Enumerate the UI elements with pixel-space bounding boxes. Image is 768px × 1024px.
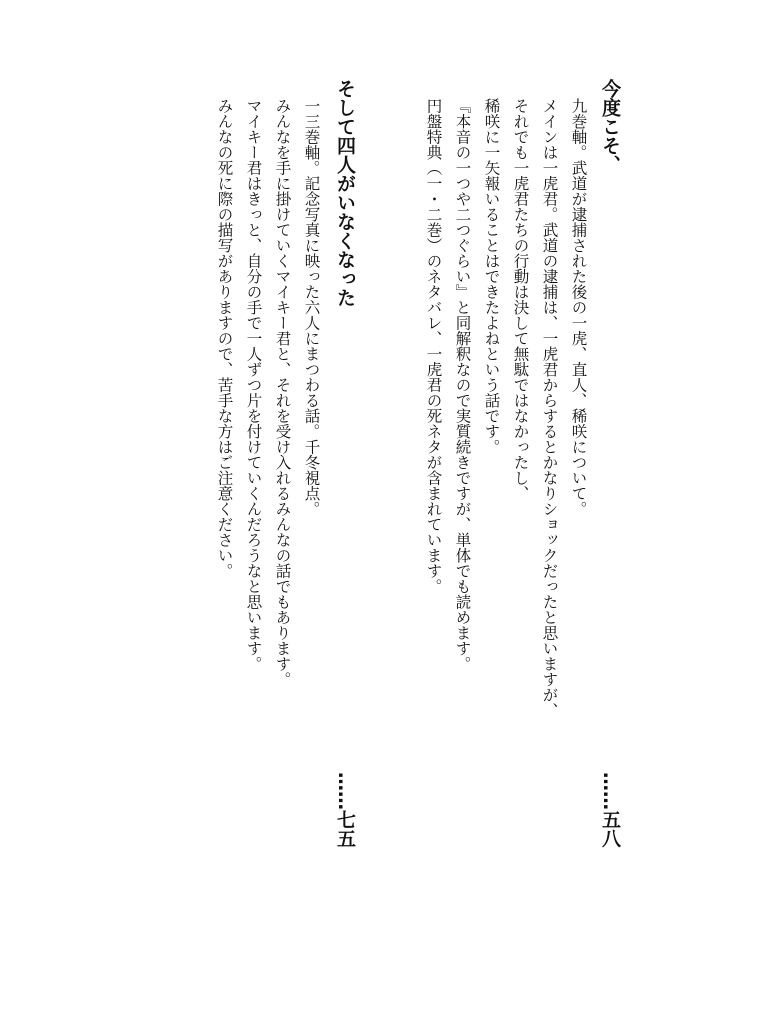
entry-description-line: みんなの死に際の描写がありますので、苦手な方はご注意ください。 (215, 98, 234, 579)
entry-description-line: みんなを手に掛けていくマイキー君と、それを受け入れるみんなの話でもあります。 (273, 98, 292, 687)
entry-description-line: 一三巻軸。記念写真に映った六人にまつわる話。千冬視点。 (302, 98, 321, 517)
entry-title: そして四人がいなくなった (334, 79, 356, 307)
entry-description-line: それでも一虎君たちの行動は決して無駄ではなかったし、 (511, 98, 530, 501)
entry-description-line: 九巻軸。武道が逮捕された後の一虎、直人、稀咲について。 (569, 98, 588, 517)
entry-description-line: 稀咲に一矢報いることはできたよねという話です。 (482, 98, 501, 455)
entry-description-line: メインは一虎君。武道の逮捕は、一虎君からするとかなりショックだったと思いますが、 (540, 98, 559, 718)
entry-description-line: 円盤特典（一・二巻）のネタバレ、一虎君の死ネタが含まれています。 (424, 98, 443, 594)
entry-page-number: ……七五 (334, 772, 356, 848)
entry-page-number: ……五八 (599, 772, 621, 848)
entry-title: 今度こそ、 (599, 79, 621, 174)
entry-description-line: 『本音の一つや二つぐらい』と同解釈なので実質続きですが、単体でも読めます。 (453, 98, 472, 672)
entry-description-line: マイキー君はきっと、自分の手で一人ずつ片を付けていくんだろうなと思います。 (244, 98, 263, 672)
